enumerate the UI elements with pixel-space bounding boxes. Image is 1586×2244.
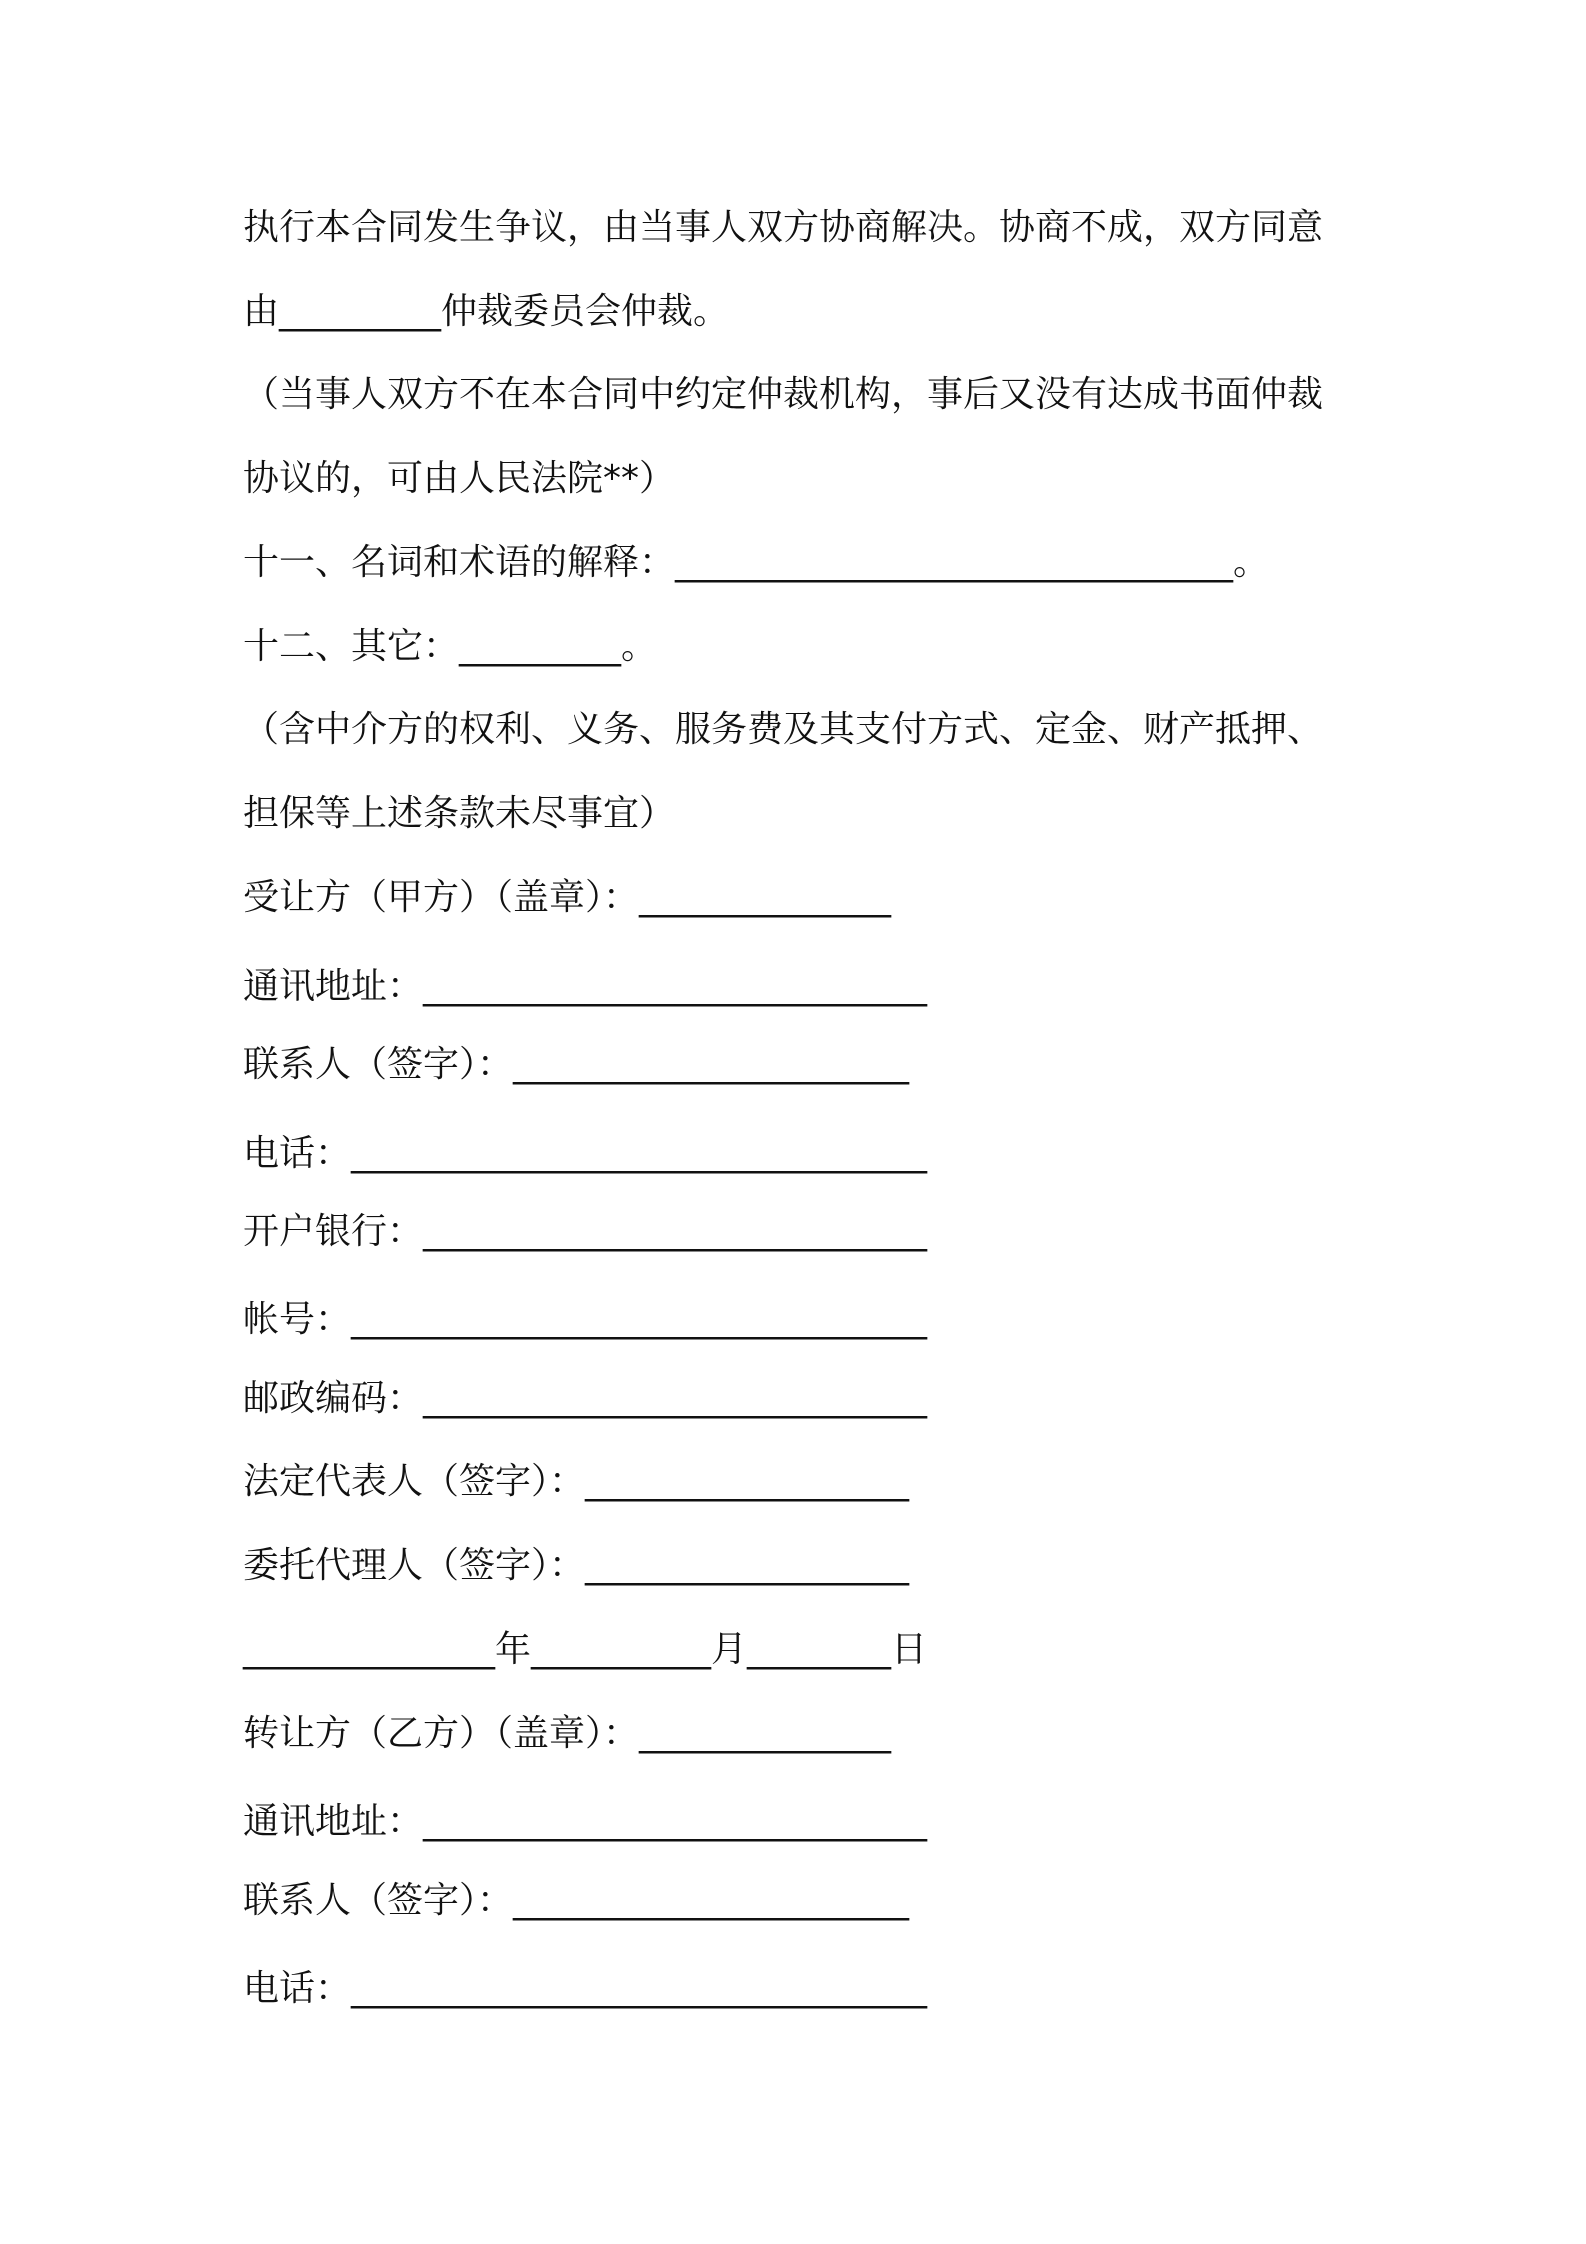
text-line-22: 电话：________________________________ <box>243 1968 928 2009</box>
text-line-16: 法定代表人（签字）：__________________ <box>243 1461 910 1502</box>
text-line-14: 帐号：________________________________ <box>243 1299 928 1340</box>
text-line-9: 受让方（甲方）（盖章）：______________ <box>243 877 892 918</box>
text-line-7: （含中介方的权利、义务、服务费及其支付方式、定金、财产抵押、 <box>243 709 1324 750</box>
text-line-5: 十一、名词和术语的解释：_______________________________。 <box>243 542 1270 583</box>
text-line-6: 十二、其它：_________。 <box>243 626 658 667</box>
text-line-3: （当事人双方不在本合同中约定仲裁机构，事后又没有达成书面仲裁 <box>243 374 1324 415</box>
text-line-1: 执行本合同发生争议，由当事人双方协商解决。协商不成，双方同意 <box>243 207 1324 248</box>
text-line-8: 担保等上述条款未尽事宜） <box>243 793 676 834</box>
text-line-4: 协议的，可由人民法院**） <box>243 458 676 499</box>
text-line-18: ______________年__________月________日 <box>243 1629 927 1670</box>
text-line-2: 由_________仲裁委员会仲裁。 <box>243 291 730 332</box>
text-line-15: 邮政编码：____________________________ <box>243 1378 928 1419</box>
text-line-17: 委托代理人（签字）：__________________ <box>243 1545 910 1586</box>
text-line-10: 通讯地址：____________________________ <box>243 966 928 1007</box>
text-line-11: 联系人（签字）：______________________ <box>243 1044 910 1085</box>
text-line-20: 通讯地址：____________________________ <box>243 1801 928 1842</box>
text-line-13: 开户银行：____________________________ <box>243 1211 928 1252</box>
text-line-12: 电话：________________________________ <box>243 1133 928 1174</box>
text-line-19: 转让方（乙方）（盖章）：______________ <box>243 1713 892 1754</box>
text-line-21: 联系人（签字）：______________________ <box>243 1880 910 1921</box>
